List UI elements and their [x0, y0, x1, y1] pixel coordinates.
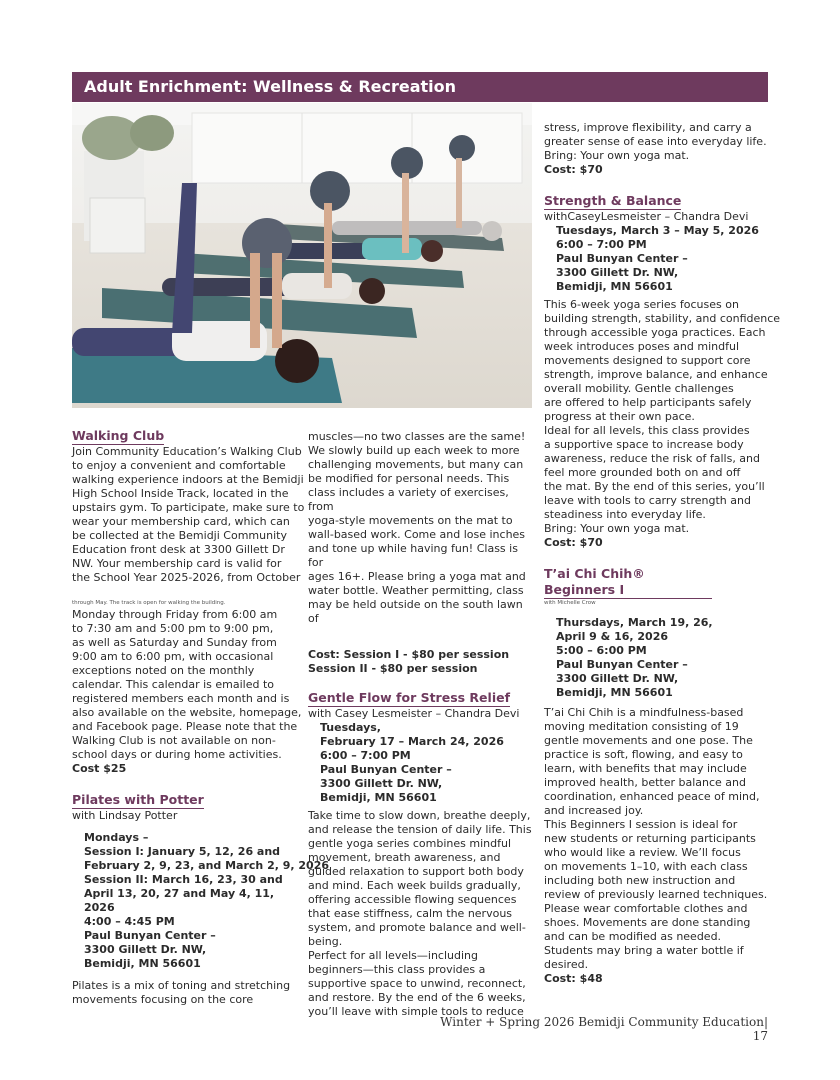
text-line: 6:00 – 7:00 PM — [556, 238, 647, 251]
text-line: Tuesdays, March 3 – May 5, 2026 — [556, 224, 759, 237]
text-line: 3300 Gillett Dr. NW, — [84, 943, 207, 956]
text-line: Please wear comfortable clothes and — [544, 902, 748, 915]
text-line: school days or during home activities. — [72, 748, 282, 761]
strength-body — [544, 298, 781, 536]
text-line: moving meditation consisting of 19 — [544, 720, 739, 733]
pilates-body — [72, 979, 306, 1007]
text-line: This 6-week yoga series focuses on — [544, 298, 739, 311]
text-line: to 7:30 am and 5:00 pm to 9:00 pm, — [72, 622, 274, 635]
yoga-class-illustration — [72, 103, 532, 408]
text-line: Pilates is a mix of toning and stretching — [72, 979, 291, 992]
text-line: also available on the website, homepage, — [72, 706, 302, 719]
text-line: Session II: March 16, 23, 30 and — [84, 873, 283, 886]
text-line: NW. Your membership card is valid for — [72, 557, 282, 570]
pilates-continued — [308, 430, 534, 626]
text-line: Bemidji, MN 56601 — [556, 686, 673, 699]
text-line: 3300 Gillett Dr. NW, — [556, 672, 679, 685]
text-line: Walking Club is not available on non- — [72, 734, 276, 747]
text-line: T’ai Chi Chih is a mindfulness-based — [544, 706, 744, 719]
text-line: progress at their own pace. — [544, 410, 695, 423]
strength-instructor: withCaseyLesmeister – Chandra Devi — [544, 210, 749, 223]
text-line: ages 16+. Please bring a yoga mat and — [308, 570, 526, 583]
text-line: Bring: Your own yoga mat. — [544, 522, 690, 535]
text-line: Session II - $80 per session — [308, 662, 478, 675]
walking-club-body — [72, 445, 306, 585]
text-line: and release the tension of daily life. This — [308, 823, 532, 836]
text-line: Paul Bunyan Center – — [556, 252, 688, 265]
text-line: Paul Bunyan Center – — [556, 658, 688, 671]
text-line: and Facebook page. Please note that the — [72, 720, 298, 733]
text-line: desired. — [544, 958, 589, 971]
text-line: Join Community Education’s Walking Club — [72, 445, 302, 458]
strength-schedule — [544, 224, 774, 294]
text-line: muscles—no two classes are the same! — [308, 430, 526, 443]
text-line: Paul Bunyan Center – — [84, 929, 216, 942]
text-line: to enjoy a convenient and comfortable — [72, 459, 286, 472]
taichi-body — [544, 706, 774, 972]
column-middle — [308, 430, 534, 1019]
text-line: Monday through Friday from 6:00 am — [72, 608, 278, 621]
gentle-flow-instructor: with Casey Lesmeister – Chandra Devi — [308, 707, 520, 720]
text-line: February 2, 9, 23, and March 2, 9, 2026 — [84, 859, 330, 872]
text-line: be modified for personal needs. This — [308, 472, 510, 485]
text-line: practice is soft, flowing, and easy to — [544, 748, 743, 761]
gentle-flow-schedule — [308, 721, 534, 805]
text-line: are offered to help participants safely — [544, 396, 752, 409]
text-line: the School Year 2025-2026, from October — [72, 571, 301, 584]
text-line: We slowly build up each week to more — [308, 444, 520, 457]
text-line: and mind. Each week builds gradually, — [308, 879, 521, 892]
text-line: exceptions noted on the monthly — [72, 664, 255, 677]
section-header: Adult Enrichment: Wellness & Recreation — [72, 72, 768, 102]
text-line: greater sense of ease into everyday life. — [544, 135, 767, 148]
text-line: Perfect for all levels—including — [308, 949, 478, 962]
text-line: Education front desk at 3300 Gillett Dr — [72, 543, 285, 556]
text-line: guided relaxation to support both body — [308, 865, 524, 878]
text-line: beginners—this class provides a — [308, 963, 486, 976]
strength-cost: Cost: $70 — [544, 536, 603, 549]
text-line: Paul Bunyan Center – — [320, 763, 452, 776]
text-line: Session I: January 5, 12, 26 and — [84, 845, 281, 858]
taichi-cost: Cost: $48 — [544, 972, 603, 985]
taichi-title: T’ai Chi Chih® Beginners I — [544, 566, 712, 599]
text-line: Bemidji, MN 56601 — [556, 280, 673, 293]
text-line: 3300 Gillett Dr. NW, — [556, 266, 679, 279]
yoga-class-photo — [72, 103, 532, 408]
text-line: feel more grounded both on and off — [544, 466, 741, 479]
instructor-name: withCaseyLesmeister — [544, 210, 662, 223]
text-line: and can be modified as needed. — [544, 930, 722, 943]
text-line: stress, improve flexibility, and carry a — [544, 121, 752, 134]
column-right — [544, 121, 781, 986]
text-line: new students or returning participants — [544, 832, 756, 845]
text-line: overall mobility. Gentle challenges — [544, 382, 734, 395]
text-line: Thursdays, March 19, 26, — [556, 616, 713, 629]
text-line: as well as Saturday and Sunday from — [72, 636, 277, 649]
text-line: building strength, stability, and confidence — [544, 312, 781, 325]
text-line: gentle yoga series combines mindful — [308, 837, 512, 850]
text-line: 5:00 – 6:00 PM — [556, 644, 647, 657]
text-line: upstairs gym. To participate, make sure to — [72, 501, 305, 514]
gentle-flow-title: Gentle Flow for Stress Relief — [308, 690, 511, 705]
text-line: 3300 Gillett Dr. NW, — [320, 777, 443, 790]
text-line: Tuesdays, — [320, 721, 381, 734]
text-line: wall-based work. Come and lose inches — [308, 528, 526, 541]
text-line: Mondays – — [84, 831, 149, 844]
text-line: movements focusing on the core — [72, 993, 254, 1006]
text-line: Bemidji, MN 56601 — [320, 791, 437, 804]
text-line: on movements 1–10, with each class — [544, 860, 748, 873]
text-line: Take time to slow down, breathe deeply, — [308, 809, 531, 822]
taichi-instructor: with Michelle Crow — [544, 600, 596, 606]
text-line: April 13, 20, 27 and May 4, 11, 2026 — [84, 887, 275, 914]
text-line: awareness, reduce the risk of falls, and — [544, 452, 761, 465]
text-line: April 9 & 16, 2026 — [556, 630, 669, 643]
text-line: be collected at the Bemidji Community — [72, 529, 287, 542]
text-line: water bottle. Weather permitting, class — [308, 584, 524, 597]
text-line: Students may bring a water bottle if — [544, 944, 744, 957]
text-line: offering accessible flowing sequences — [308, 893, 517, 906]
text-line: week introduces poses and mindful — [544, 340, 740, 353]
text-line: may be held outside on the south lawn of — [308, 598, 523, 625]
gentle-flow-body — [308, 809, 534, 1019]
page-number: 17 — [752, 1029, 768, 1043]
text-line: you’ll leave with simple tools to reduce — [308, 1005, 524, 1018]
walking-club-note: through May. The track is open for walking the building. — [72, 600, 226, 606]
text-line: shoes. Movements are done standing — [544, 916, 751, 929]
text-line: steadiness into everyday life. — [544, 508, 706, 521]
gentle-flow-continued — [544, 121, 774, 163]
text-line: movement, breath awareness, and — [308, 851, 501, 864]
page-footer — [440, 1015, 768, 1043]
strength-title: Strength & Balance — [544, 193, 682, 208]
text-line: This Beginners I session is ideal for — [544, 818, 738, 831]
text-line: leave with tools to carry strength and — [544, 494, 751, 507]
footer-text: Winter + Spring 2026 Bemidji Community Education| — [440, 1015, 768, 1029]
text-line: who would like a review. We’ll focus — [544, 846, 741, 859]
pilates-cost — [308, 648, 534, 676]
text-line: movements designed to support core — [544, 354, 751, 367]
text-line: coordination, enhanced peace of mind, — [544, 790, 760, 803]
text-line: learn, with benefits that may include — [544, 762, 747, 775]
text-line: and restore. By the end of the 6 weeks, — [308, 991, 526, 1004]
text-line: challenging movements, but many can — [308, 458, 524, 471]
text-line: calendar. This calendar is emailed to — [72, 678, 275, 691]
walking-club-cost: Cost $25 — [72, 762, 127, 775]
text-line: Ideal for all levels, this class provides — [544, 424, 750, 437]
text-line: 4:00 – 4:45 PM — [84, 915, 175, 928]
text-line: the mat. By the end of this series, you’ll — [544, 480, 765, 493]
text-line: 6:00 – 7:00 PM — [320, 749, 411, 762]
pilates-instructor: with Lindsay Potter — [72, 809, 178, 822]
text-line: improved health, better balance and — [544, 776, 746, 789]
text-line: Cost: Session I - $80 per session — [308, 648, 510, 661]
text-line: a supportive space to increase body — [544, 438, 744, 451]
text-line: strength, improve balance, and enhance — [544, 368, 768, 381]
text-line: review of previously learned techniques. — [544, 888, 768, 901]
text-line: system, and promote balance and well- — [308, 921, 526, 934]
text-line: including both new instruction and — [544, 874, 736, 887]
instructor-name: Chandra Devi — [673, 210, 749, 223]
text-line: that ease stiffness, calm the nervous — [308, 907, 513, 920]
text-line: wear your membership card, which can — [72, 515, 290, 528]
walking-club-title: Walking Club — [72, 428, 165, 443]
text-line: registered members each month and is — [72, 692, 290, 705]
text-line: gentle movements and one pose. The — [544, 734, 753, 747]
text-line: February 17 – March 24, 2026 — [320, 735, 504, 748]
text-line: Bring: Your own yoga mat. — [544, 149, 690, 162]
text-line: Bemidji, MN 56601 — [84, 957, 201, 970]
walking-club-hours — [72, 608, 306, 762]
gentle-flow-cost: Cost: $70 — [544, 163, 603, 176]
text-line: walking experience indoors at the Bemidji — [72, 473, 304, 486]
text-line: High School Inside Track, located in the — [72, 487, 289, 500]
instructor-name: Chandra Devi — [444, 707, 520, 720]
pilates-title: Pilates with Potter — [72, 792, 204, 807]
text-line: 9:00 am to 6:00 pm, with occasional — [72, 650, 274, 663]
taichi-schedule — [544, 616, 774, 700]
text-line: and tone up while having fun! Class is for — [308, 542, 518, 569]
text-line: supportive space to unwind, reconnect, — [308, 977, 526, 990]
text-line: through accessible yoga practices. Each — [544, 326, 766, 339]
text-line: being. — [308, 935, 343, 948]
instructor-name: with Casey Lesmeister — [308, 707, 433, 720]
text-line: class includes a variety of exercises, from — [308, 486, 509, 513]
text-line: yoga-style movements on the mat to — [308, 514, 513, 527]
text-line: and increased joy. — [544, 804, 644, 817]
